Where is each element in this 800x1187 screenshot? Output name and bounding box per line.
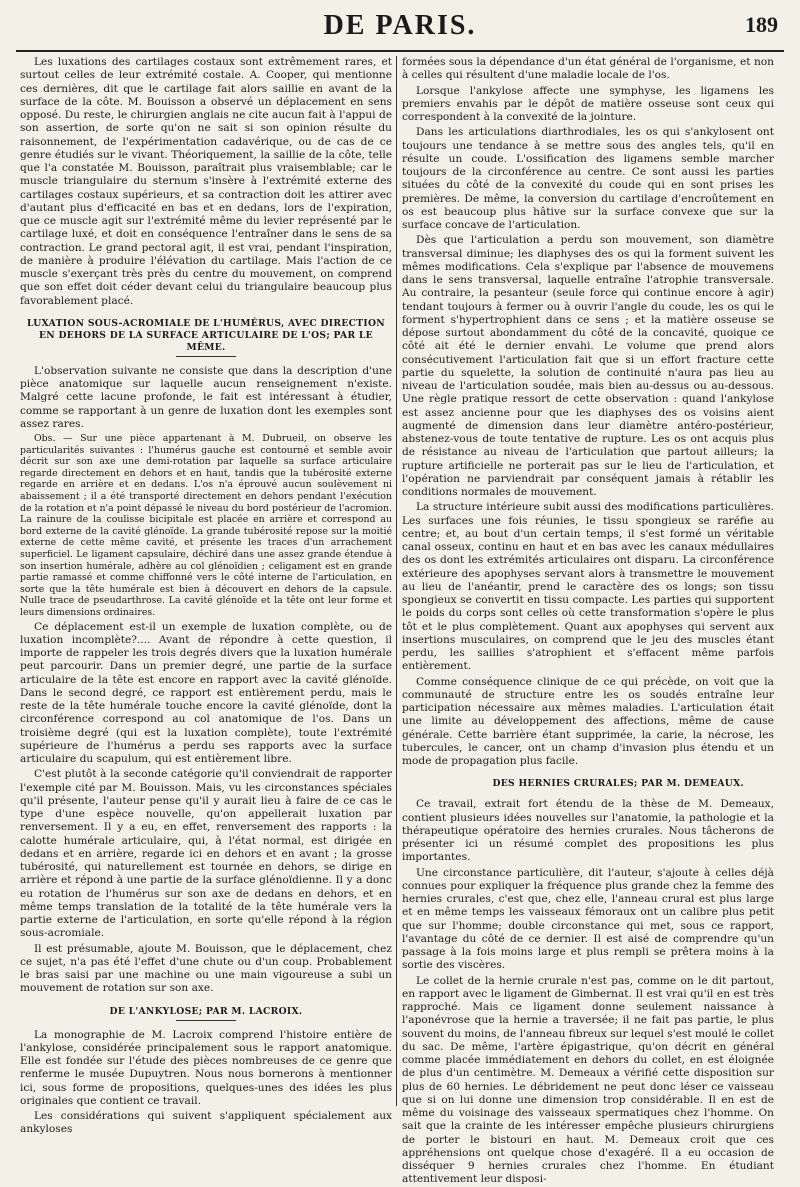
- section-heading-text: LUXATION SOUS-ACROMIALE DE L'HUMÉRUS, AVEC DIRECTION EN DEHORS DE LA SURFACE ARTICULAIRE DE L'OS; PAR LE MÊME.: [26, 317, 385, 353]
- paragraph: Ce déplacement est-il un exemple de luxation complète, ou de luxation incomplète?.... Avant de répondre à cette question, il importe de rappeler les trois degrés divers que la luxation humérale peut parcourir. Dans un premier degré, une partie de la surface articulaire de la tête est encore en rapport avec la cavité glénoïde. Dans le second degré, ce rapport est entièrement perdu, mais le reste de la tête humérale touche encore la cavité glénoïde, dont la circonférence correspond au col anatomique de l'os. Dans un troisième degré (qui est la luxation complète), toute l'extrémité supérieure de l'humérus a perdu ses rapports avec la surface articulaire du scapulum, qui est entièrement libre.: [20, 620, 392, 765]
- section-heading: [20, 318, 392, 357]
- paragraph: formées sous la dépendance d'un état général de l'organisme, et non à celles qui résultent d'une maladie locale de l'os.: [402, 56, 774, 82]
- paragraph: La monographie de M. Lacroix comprend l'histoire entière de l'ankylose, considérée principalement sous le rapport anatomique. Elle est fondée sur l'étude des pièces nombreuses de ce genre que renferme le musée Dupuytren. Nous nous bornerons à mentionner ici, sous forme de propositions, quelques-unes des idées les plus originales que contient ce travail.: [20, 1028, 392, 1107]
- section-heading-text: DE L'ANKYLOSE; PAR M. LACROIX.: [109, 1005, 303, 1017]
- heading-rule: [176, 356, 236, 357]
- paragraph: C'est plutôt à la seconde catégorie qu'il conviendrait de rapporter l'exemple cité par M. Bouisson. Mais, vu les circonstances spéciales qu'il présente, l'auteur pense qu'il y aurait lieu à faire de ce cas le type d'une espèce nouvelle, qu'on appellerait luxation par renversement. Il y a eu, en effet, renversement des rapports : la calotte humérale articulaire, qui, à l'état normal, est dirigée en dedans et en arrière, regarde ici en dehors et en avant ; la grosse tubérosité, qui naturellement est tournée en dehors, se dirige en arrière et répond à une partie de la surface glénoïdienne. Il y a donc eu rotation de l'humérus sur son axe de dedans en dehors, et en même temps translation de la totalité de la tête humérale vers la partie externe de l'articulation, en sorte qu'elle répond à la région sous-acromiale.: [20, 768, 392, 940]
- paragraph: Comme conséquence clinique de ce qui précède, on voit que la communauté de structure entre les os soudés entraîne leur participation nécessaire aux mêmes maladies. L'articulation était une limite au développement des affections, même de cause générale. Cette barrière étant supprimée, la carie, la nécrose, les tubercules, le cancer, ont un champ d'invasion plus étendu et un mode de propagation plus facile.: [402, 675, 774, 767]
- running-title: DE PARIS.: [323, 10, 477, 41]
- column-divider: [396, 56, 397, 1106]
- left-column: [20, 56, 392, 1136]
- section-heading-text: DES HERNIES CRURALES; PAR M. DEMEAUX.: [492, 778, 744, 790]
- right-column: [402, 56, 774, 1186]
- paragraph: La structure intérieure subit aussi des modifications particulières. Les surfaces une fois réunies, le tissu spongieux se raréfie au centre; et, au bout d'un certain temps, il s'est formé un véritable canal osseux, continu en haut et en bas avec les canaux médullaires des os dont les extrémités articulaires ont disparu. La circonférence extérieure des apophyses servant alors à transmettre le mouvement au lieu de l'anéantir, prend le caractère des os longs; son tissu spongieux se convertit en tissu compacte. Les parties qui supportent le poids du corps sont celles où cette transformation s'opère le plus tôt et le plus complètement. Quant aux apophyses qui servent aux insertions musculaires, on comprend que le jeu des muscles étant perdu, les saillies s'atrophient et s'effacent même parfois entièrement.: [402, 501, 774, 673]
- header-rule: [16, 50, 784, 52]
- paragraph: Dans les articulations diarthrodiales, les os qui s'ankylosent ont toujours une tendance à se mettre sous des angles tels, qu'il en résulte un coude. L'ossification des ligamens semble marcher toujours de la circonférence au centre. Ce sont aussi les parties situées du côté de la convexité du coude qui en sont prises les premières. De même, la conversion du cartilage d'encroûtement en os est beaucoup plus hâtive sur la surface convexe que sur la surface concave de l'articulation.: [402, 126, 774, 231]
- paragraph: Le collet de la hernie crurale n'est pas, comme on le dit partout, en rapport avec le ligament de Gimbernat. Il est vrai qu'il en est très rapproché. Mais ce ligament donne seulement naissance à l'aponévrose que la hernie a traversée; il ne fait pas partie, le plus souvent du moins, de l'anneau fibreux sur lequel s'est moulé le collet du sac. De même, l'artère épigastrique, qu'on décrit en général comme placée immédiatement en dehors du collet, en est éloignée de plus d'un centimètre. M. Demeaux a vérifié cette disposition sur plus de 60 hernies. Le débridement ne peut donc léser ce vaisseau que si on lui donne une dimension trop considérable. Il en est de même du voisinage des vaisseaux spermatiques chez l'homme. On sait que la crainte de les intéresser empêche plusieurs chirurgiens de porter le bistouri en haut. M. Demeaux croit que ces appréhensions ont quelque chose d'exagéré. Il a eu occasion de disséquer 9 hernies crurales chez l'homme. En étudiant attentivement leur disposi-: [402, 974, 774, 1186]
- section-heading: [20, 1006, 392, 1021]
- paragraph: Dès que l'articulation a perdu son mouvement, son diamètre transversal diminue; les diaphyses des os qui la forment suivent les mêmes modifications. Cela s'explique par l'absence de mouvemens dans le sens transversal, laquelle entraîne l'atrophie transversale. Au contraire, la pesanteur (seule force qui continue encore à agir) tendant toujours à fermer ou à ouvrir l'angle du coude, les os qui le forment s'hypertrophient dans ce sens ; et la matière osseuse se dépose surtout abondamment du côté de la concavité, quoique ce côté ait été le dernier envahi. Le volume que prend alors consécutivement l'articulation fait que si un effort fracture cette partie du squelette, la solution de continuité n'aura pas lieu au niveau de l'articulation soudée, mais bien au-dessus ou au-dessous. Une règle pratique ressort de cette observation : quand l'ankylose est assez ancienne pour que les diaphyses des os voisins aient augmenté de dimension dans leur diamètre antéro-postérieur, abstenez-vous de toute tentative de rupture. Les os ont acquis plus de résistance au niveau de l'articulation que partout ailleurs; la rupture artificielle ne porterait pas sur le lieu de l'articulation, et l'opération ne parviendrait par conséquent jamais à rétablir les conditions normales de mouvement.: [402, 234, 774, 498]
- section-heading: [402, 778, 774, 790]
- paragraph: Les considérations qui suivent s'appliquent spécialement aux ankyloses: [20, 1110, 392, 1136]
- paragraph: Les luxations des cartilages costaux sont extrêmement rares, et surtout celles de leur extrémité costale. A. Cooper, qui mentionne ces dernières, dit que le cartilage fait alors saillie en avant de la surface de la côte. M. Bouisson a observé un déplacement en sens opposé. Du reste, le chirurgien anglais ne cite aucun fait à l'appui de son assertion, de sorte qu'on ne sait si son opinion résulte du raisonnement, de l'expérimentation cadavérique, ou de cas de ce genre étudiés sur le vivant. Théoriquement, la saillie de la côte, telle que l'a constatée M. Bouisson, paraîtrait plus vraisemblable; car le muscle triangulaire du sternum s'insère à l'extrémité externe des cartilages costaux supérieurs, et sa contraction doit les attirer avec d'autant plus d'efficacité en bas et en dedans, lors de l'expiration, que ce muscle agit sur l'extrémité même du levier représenté par le cartilage luxé, et doit en conséquence l'entraîner dans le sens de sa contraction. Le grand pectoral agit, il est vrai, pendant l'inspiration, de manière à produire l'élévation du cartilage. Mais l'action de ce muscle s'exerçant très près du centre du mouvement, on comprend que son effet doit céder devant celui du triangulaire beaucoup plus favorablement placé.: [20, 56, 392, 307]
- paragraph: Ce travail, extrait fort étendu de la thèse de M. Demeaux, contient plusieurs idées nouvelles sur l'anatomie, la pathologie et la thérapeutique opératoire des hernies crurales. Nous tâcherons de présenter ici un résumé complet des propositions les plus importantes.: [402, 798, 774, 864]
- paragraph: Il est présumable, ajoute M. Bouisson, que le déplacement, chez ce sujet, n'a pas été l'effet d'une chute ou d'un coup. Probablement le bras saisi par une machine ou une main vigoureuse a subi un mouvement de rotation sur son axe.: [20, 942, 392, 995]
- page-number: 189: [745, 12, 778, 37]
- paragraph: Une circonstance particulière, dit l'auteur, s'ajoute à celles déjà connues pour expliquer la fréquence plus grande chez la femme des hernies crurales, c'est que, chez elle, l'anneau crural est plus large et en même temps les vaisseaux fémoraux ont un calibre plus petit que sur l'homme; double circonstance qui met, sous ce rapport, l'avantage du côté de ce dernier. Il est aisé de comprendre qu'un passage à la fois moins large et plus rempli se prêtera moins à la sortie des viscères.: [402, 866, 774, 972]
- paragraph: Lorsque l'ankylose affecte une symphyse, les ligamens les premiers envahis par le dépôt de matière osseuse sont ceux qui correspondent à la convexité de la jointure.: [402, 84, 774, 123]
- page-header: [0, 0, 800, 46]
- paragraph: L'observation suivante ne consiste que dans la description d'une pièce anatomique sur laquelle aucun renseignement n'existe. Malgré cette lacune profonde, le fait est intéressant à étudier, comme se rapportant à un genre de luxation dont les exemples sont assez rares.: [20, 364, 392, 430]
- observation-paragraph: Obs. — Sur une pièce appartenant à M. Dubrueil, on observe les particularités suivantes : l'humérus gauche est contourné et semble avoir décrit sur son axe une demi-rotation par laquelle sa surface articulaire regarde directement en dehors et en haut, tandis que la tubérosité externe regarde en arrière et en dedans. L'os n'a éprouvé aucun soulèvement ni abaissement ; il a été transporté directement en dehors pendant l'exécution de la rotation et n'a point dépassé le niveau du bord postérieur de l'acromion. La rainure de la coulisse bicipitale est placée en arrière et correspond au bord externe de la cavité glénoïde. La grande tubérosité repose sur la moitié externe de cette même cavité, et présente les traces d'un arrachement superficiel. Le ligament capsulaire, déchiré dans une assez grande étendue à son insertion humérale, adhère au col glénoïdien ; celigament est en grande partie ramassé et comme chiffonné vers le côté interne de l'articulation, en sorte que la tête humérale est bien à découvert en dehors de la capsule. Nulle trace de pseudarthrose. La cavité glénoïde et la tête ont leur forme et leurs dimensions ordinaires.: [20, 433, 392, 618]
- heading-rule: [176, 1020, 236, 1021]
